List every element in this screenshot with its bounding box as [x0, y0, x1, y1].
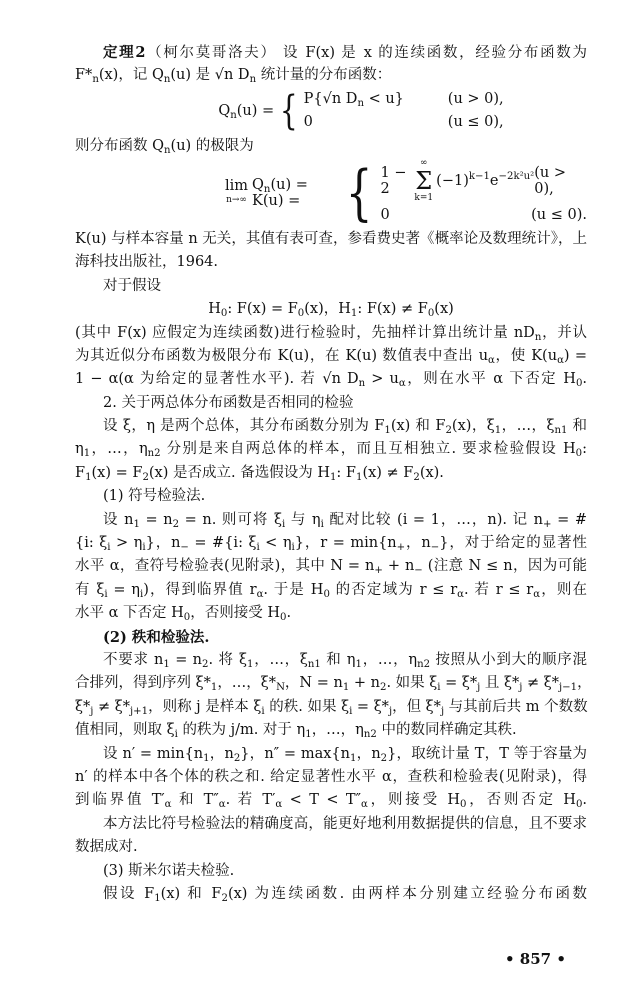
text-line: 水平 α，查符号检验表(见附录)，其中 $N = n_+ + n_-$ (注意 N ≤ n，因为可能 — [75, 558, 587, 577]
text-line: $\eta_1$，…，$\eta_{n2}$ 分别是来自两总体的样本，而且互相独立. 要求检验假设 $H_0$: — [75, 441, 587, 460]
text-line: K(u) 与样本容量 n 无关，其值有表可查，参看费史著《概率论及数理统计》，上 — [75, 230, 587, 247]
left-brace: { — [280, 88, 298, 135]
condition-1: (u > 0), — [534, 165, 566, 198]
text-line: 不要求 $n_1 = n_2$. 将 $\xi_1$，…，$\xi_{n1}$ 和 $\eta_1$，…，$\eta_{n2}$ 按照从小到大的顺序混 — [103, 652, 588, 670]
text-line: 到临界值 $T'_\alpha$ 和 $T''_\alpha$. 若 $T'_\alpha < T < T''_\alpha$，则接受 $H_0$，否则否定 $H_0$. — [75, 792, 587, 811]
text-line: 假设 $F_1(x)$ 和 $F_2(x)$ 为连续函数. 由两样本分别建立经验分布函数 — [103, 885, 587, 904]
text-line: {i: $\xi_i > \eta_i$}，$n_-$ = #{i: $\xi_i < \eta_i$}，$r = \min\{n_+$，$n_-$}，对于给定的显著性 — [75, 535, 587, 554]
text-line: 海科技出版社，1964. — [75, 254, 219, 271]
subsection-heading: (2) 秩和检验法. — [103, 628, 210, 646]
theorem-line — [75, 41, 587, 64]
case-2: 0 — [380, 207, 390, 224]
formula-lhs: $Q_n(u)$ = — [218, 103, 275, 122]
case-1a: 1 − 2 — [380, 165, 407, 198]
lim-sub: n→∞ — [226, 194, 247, 205]
formula-lhs: $Q_n(u) = K(u)$ = — [252, 176, 308, 209]
case-1b: $(-1)^{k-1}e^{-2k^2u^2}$ — [436, 171, 535, 190]
text-line: 合排列，得到序列 $\xi*_1$，…，$\xi*_N$，$N = n_1 + n_2$. 如果 $\xi_i = \xi*_j$ 且 $\xi*_j \ne \xi*_{j-1}$， — [75, 675, 592, 694]
text-line: 对于假设 — [103, 277, 161, 294]
case-2: 0 — [303, 114, 313, 131]
case-1: P{√n $D_n < u$} — [303, 90, 404, 109]
hypothesis-formula: $H_0$: $F(x) = F_0(x)$，$H_1$: $F(x) \ne F_0(x)$ — [208, 301, 454, 320]
text-line: (其中 F(x) 应假定为连续函数)进行检验时，先抽样计算出统计量 $nD_n$，并认 — [75, 324, 588, 343]
qn-formula — [75, 88, 587, 135]
text-line: n′ 的样本中各个体的秩之和. 给定显著性水平 α，查秩和检验表(见附录)，得 — [75, 768, 587, 785]
text-line: $F_1(x) = F_2(x)$ 是否成立. 备选假设为 $H_1$: $F_1(x) \ne F_2(x)$. — [75, 464, 444, 483]
text-line: 1 − α(α 为给定的显著性水平). 若 √n $D_n > u_\alpha$，则在水平 α 下否定 $H_0$. — [75, 371, 587, 390]
text-line: 设 $n_1 = n_2 = n$. 则可将 $\xi_i$ 与 $\eta_i$ 配对比较 (i = 1，…，n). 记 $n_+$ = # — [103, 511, 587, 530]
sum-bottom: k=1 — [414, 193, 434, 204]
subsection-heading: (3) 斯米尔诺夫检验. — [103, 862, 235, 879]
subsection-heading: (1) 符号检验法. — [103, 488, 206, 505]
limit-operator — [225, 179, 248, 207]
text-line: 有 $\xi_i = \eta_i$)，得到临界值 $r_\alpha$. 于是 $H_0$ 的否定域为 $r \le r_\alpha$. 若 $r \le r_\alpha$，则在 — [75, 581, 587, 600]
text-line: 数据成对. — [75, 839, 138, 856]
text-line: 设 ξ，η 是两个总体，其分布函数分别为 $F_1(x)$ 和 $F_2(x)$，$\xi_1$，…，$\xi_{n1}$ 和 — [103, 418, 588, 437]
left-brace: { — [346, 157, 373, 228]
section-heading: 2. 关于两总体分布函数是否相同的检验 — [103, 394, 354, 411]
text-line: $\xi*_j \ne \xi*_{j+1}$，则称 j 是样本 $\xi_i$ 的秩. 如果 $\xi_i = \xi*_j$，但 $\xi*_j$ 与其前后共 m 个数数 — [75, 698, 588, 717]
text-line: 设 $n' = \min\{n_1$，$n_2$}，$n'' = \max\{n_1$，$n_2$}，取统计量 T，T 等于容量为 — [103, 745, 588, 764]
theorem-label: 定理2 — [103, 44, 146, 61]
sum-symbol: Σ — [415, 167, 433, 196]
page-number: • 857 • — [505, 950, 566, 968]
condition-2: (u ≤ 0), — [447, 114, 504, 131]
text-line: 则分布函数 $Q_n(u)$ 的极限为 — [75, 137, 254, 156]
text-line: $F*_n(x)$，记 $Q_n(u)$ 是 √n $D_n$ 统计量的分布函数： — [75, 67, 392, 86]
condition-2: (u ≤ 0). — [531, 207, 587, 224]
sum-top: ∞ — [420, 158, 428, 169]
lim: lim — [225, 177, 249, 194]
text-line: 本方法比符号检验法的精确度高，能更好地利用数据提供的信息，且不要求 — [103, 815, 587, 832]
text-line: 水平 α 下否定 $H_0$，否则接受 $H_0$. — [75, 605, 292, 624]
limit-formula — [75, 158, 587, 228]
text-line: 值相同，则取 $\xi_i$ 的秩为 j/m. 对于 $\eta_1$，…，$\eta_{n2}$ 中的数同样确定其秩. — [75, 722, 517, 741]
document-page — [75, 41, 592, 906]
sum-operator — [414, 158, 433, 204]
condition-1: (u > 0), — [447, 90, 504, 107]
text-line: 为其近似分布函数为极限分布 K(u)，在 K(u) 数值表中查出 $u_\alpha$，使 $K(u_\alpha)$ = — [75, 347, 588, 366]
theorem-text: （柯尔莫哥洛夫） 设 F(x) 是 x 的连续函数，经验分布函数为 — [145, 45, 587, 61]
